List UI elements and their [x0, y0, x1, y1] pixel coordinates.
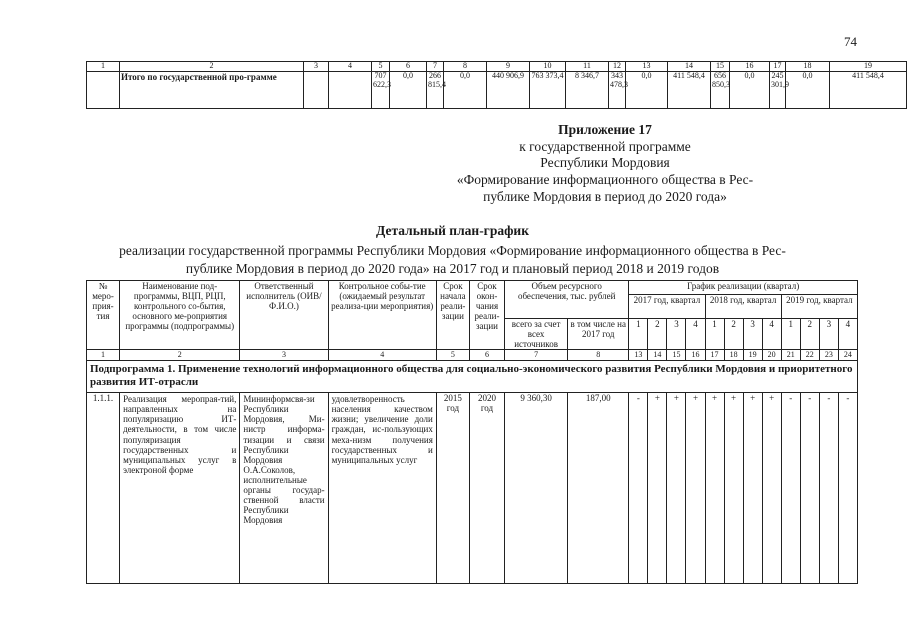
totals-value: 656 850,3: [711, 71, 730, 108]
header-quarter: 1: [781, 319, 800, 350]
column-number: 21: [781, 350, 800, 361]
totals-col-num: 5: [372, 62, 390, 72]
header-schedule: График реализации (квартал): [629, 281, 858, 295]
totals-cell-blank: [87, 71, 120, 108]
header-year-2018: 2018 год, квартал: [705, 295, 781, 319]
table-row: [87, 393, 858, 584]
column-number: 24: [838, 350, 857, 361]
column-number: 2: [120, 350, 240, 361]
header-quarter: 2: [724, 319, 743, 350]
header-quarter: 1: [705, 319, 724, 350]
column-number: 16: [686, 350, 705, 361]
totals-col-num: 1: [87, 62, 120, 72]
totals-value: 0,0: [444, 71, 487, 108]
column-number: 13: [629, 350, 648, 361]
totals-col-num: 15: [711, 62, 730, 72]
column-number: 18: [724, 350, 743, 361]
totals-value: [304, 71, 329, 108]
annex-line-4: публике Мордовия в период до 2020 года»: [483, 189, 727, 204]
row-vol-total: 9 360,30: [505, 393, 568, 584]
totals-value: 763 373,4: [530, 71, 566, 108]
plan-subtitle-2: публике Мордовия в период до 2020 года» на 2017 год и плановый период 2018 и 2019 годов: [185, 261, 720, 276]
totals-col-num: 3: [304, 62, 329, 72]
header-quarter: 3: [743, 319, 762, 350]
row-quarter-mark: -: [838, 393, 857, 584]
row-start: 2015 год: [436, 393, 469, 584]
subprogram-title: Подпрограмма 1. Применение технологий информационного общества для социально-экономического развития Республики Мордовия и приоритетного развития ИТ-отрасли: [87, 361, 858, 393]
column-numbers-row: [87, 350, 858, 361]
totals-col-num: 11: [566, 62, 609, 72]
row-quarter-mark: +: [743, 393, 762, 584]
totals-value: 440 906,9: [487, 71, 530, 108]
totals-col-num: 14: [668, 62, 711, 72]
header-quarter: 3: [667, 319, 686, 350]
header-quarter: 2: [800, 319, 819, 350]
header-year-2017: 2017 год, квартал: [629, 295, 705, 319]
totals-value: 0,0: [730, 71, 770, 108]
header-responsible: Ответственный исполнитель (ОИВ/ Ф.И.О.): [240, 281, 328, 350]
subprogram-row: [87, 361, 858, 393]
header-quarter: 2: [648, 319, 667, 350]
column-number: 1: [87, 350, 120, 361]
row-quarter-mark: +: [724, 393, 743, 584]
header-row-1: [87, 281, 858, 295]
totals-value: 411 548,4: [830, 71, 907, 108]
totals-value: 266 815,4: [427, 71, 444, 108]
row-quarter-mark: +: [667, 393, 686, 584]
column-number: 22: [800, 350, 819, 361]
row-responsible: Мининформсвя-зи Республики Мордовия, Ми-нистр информа-тизации и связи Республики Мордовия О.А.Соколов, исполнительные органы государ-ственной власти Республики Мордовия: [240, 393, 328, 584]
annex-line-1: к государственной программе: [519, 139, 691, 154]
totals-col-num: 19: [830, 62, 907, 72]
header-no: № меро-прия-тия: [87, 281, 120, 350]
annex-line-2: Республики Мордовия: [540, 155, 670, 170]
column-number: 19: [743, 350, 762, 361]
column-number: 23: [819, 350, 838, 361]
column-number: 7: [505, 350, 568, 361]
totals-col-num: 16: [730, 62, 770, 72]
row-end: 2020 год: [469, 393, 504, 584]
totals-value: 0,0: [626, 71, 668, 108]
plan-subtitle-1: реализации государственной программы Республики Мордовия «Формирование информационного общества в Рес-: [119, 243, 786, 258]
totals-col-num: 2: [120, 62, 304, 72]
totals-value: 343 478,3: [609, 71, 626, 108]
row-quarter-mark: +: [762, 393, 781, 584]
column-number: 17: [705, 350, 724, 361]
header-quarter: 1: [629, 319, 648, 350]
column-number: 15: [667, 350, 686, 361]
totals-col-num: 4: [329, 62, 372, 72]
annex-line-3: «Формирование информационного общества в Рес-: [456, 172, 754, 187]
header-quarter: 4: [686, 319, 705, 350]
totals-value: 0,0: [390, 71, 427, 108]
plan-title: Детальный план-график: [376, 223, 529, 238]
header-quarter: 4: [838, 319, 857, 350]
row-quarter-mark: -: [819, 393, 838, 584]
header-start: Срок начала реали-зации: [436, 281, 469, 350]
row-quarter-mark: -: [800, 393, 819, 584]
row-name: Реализация меропрая-тий, направленных на популяризацию ИТ-деятельности, в том числе популяризация государственных и муниципальных услуг в электроной форме: [120, 393, 240, 584]
row-quarter-mark: +: [705, 393, 724, 584]
header-vol-2017: в том числе на 2017 год: [568, 319, 629, 350]
totals-value: [329, 71, 372, 108]
header-name: Наименование под-программы, ВЦП, РЦП, контрольного со-бытия, основного ме-роприятия программы (подпрограммы): [120, 281, 240, 350]
row-quarter-mark: -: [781, 393, 800, 584]
plan-table: [86, 280, 858, 584]
totals-col-num: 12: [609, 62, 626, 72]
row-quarter-mark: -: [629, 393, 648, 584]
totals-label: Итого по государственной про-грамме: [120, 71, 304, 108]
totals-value: 707 622,3: [372, 71, 390, 108]
header-vol-total: всего за счет всех источников: [505, 319, 568, 350]
totals-value: 0,0: [786, 71, 830, 108]
row-no: 1.1.1.: [87, 393, 120, 584]
column-number: 6: [469, 350, 504, 361]
totals-value: 411 548,4: [668, 71, 711, 108]
header-end: Срок окон-чания реали-зации: [469, 281, 504, 350]
row-quarter-mark: +: [686, 393, 705, 584]
row-event: удовлетворенность населения качеством жизни; увеличение доли граждан, ис-пользующих меха-низм получения государственных и муниципальных услуг: [328, 393, 436, 584]
totals-col-num: 18: [786, 62, 830, 72]
page-number: 74: [844, 34, 857, 49]
column-number: 14: [648, 350, 667, 361]
totals-value: 8 346,7: [566, 71, 609, 108]
totals-col-num: 10: [530, 62, 566, 72]
row-quarter-mark: +: [648, 393, 667, 584]
column-number: 8: [568, 350, 629, 361]
annex-title: Приложение 17: [558, 122, 652, 137]
column-number: 20: [762, 350, 781, 361]
header-year-2019: 2019 год, квартал: [781, 295, 857, 319]
column-number: 4: [328, 350, 436, 361]
totals-col-num: 7: [427, 62, 444, 72]
column-number: 3: [240, 350, 328, 361]
totals-col-num: 13: [626, 62, 668, 72]
totals-value: 245 301,9: [770, 71, 786, 108]
totals-row: [87, 71, 907, 108]
totals-col-num: 17: [770, 62, 786, 72]
header-quarter: 4: [762, 319, 781, 350]
header-event: Контрольное собы-тие (ожидаемый результат реализа-ции мероприятия): [328, 281, 436, 350]
header-quarter: 3: [819, 319, 838, 350]
totals-col-num: 6: [390, 62, 427, 72]
header-volume: Объем ресурсного обеспечения, тыс. рублей: [505, 281, 629, 319]
totals-table: [86, 61, 907, 109]
totals-col-num: 8: [444, 62, 487, 72]
column-number: 5: [436, 350, 469, 361]
totals-header-row: [87, 62, 907, 72]
row-vol-2017: 187,00: [568, 393, 629, 584]
totals-col-num: 9: [487, 62, 530, 72]
